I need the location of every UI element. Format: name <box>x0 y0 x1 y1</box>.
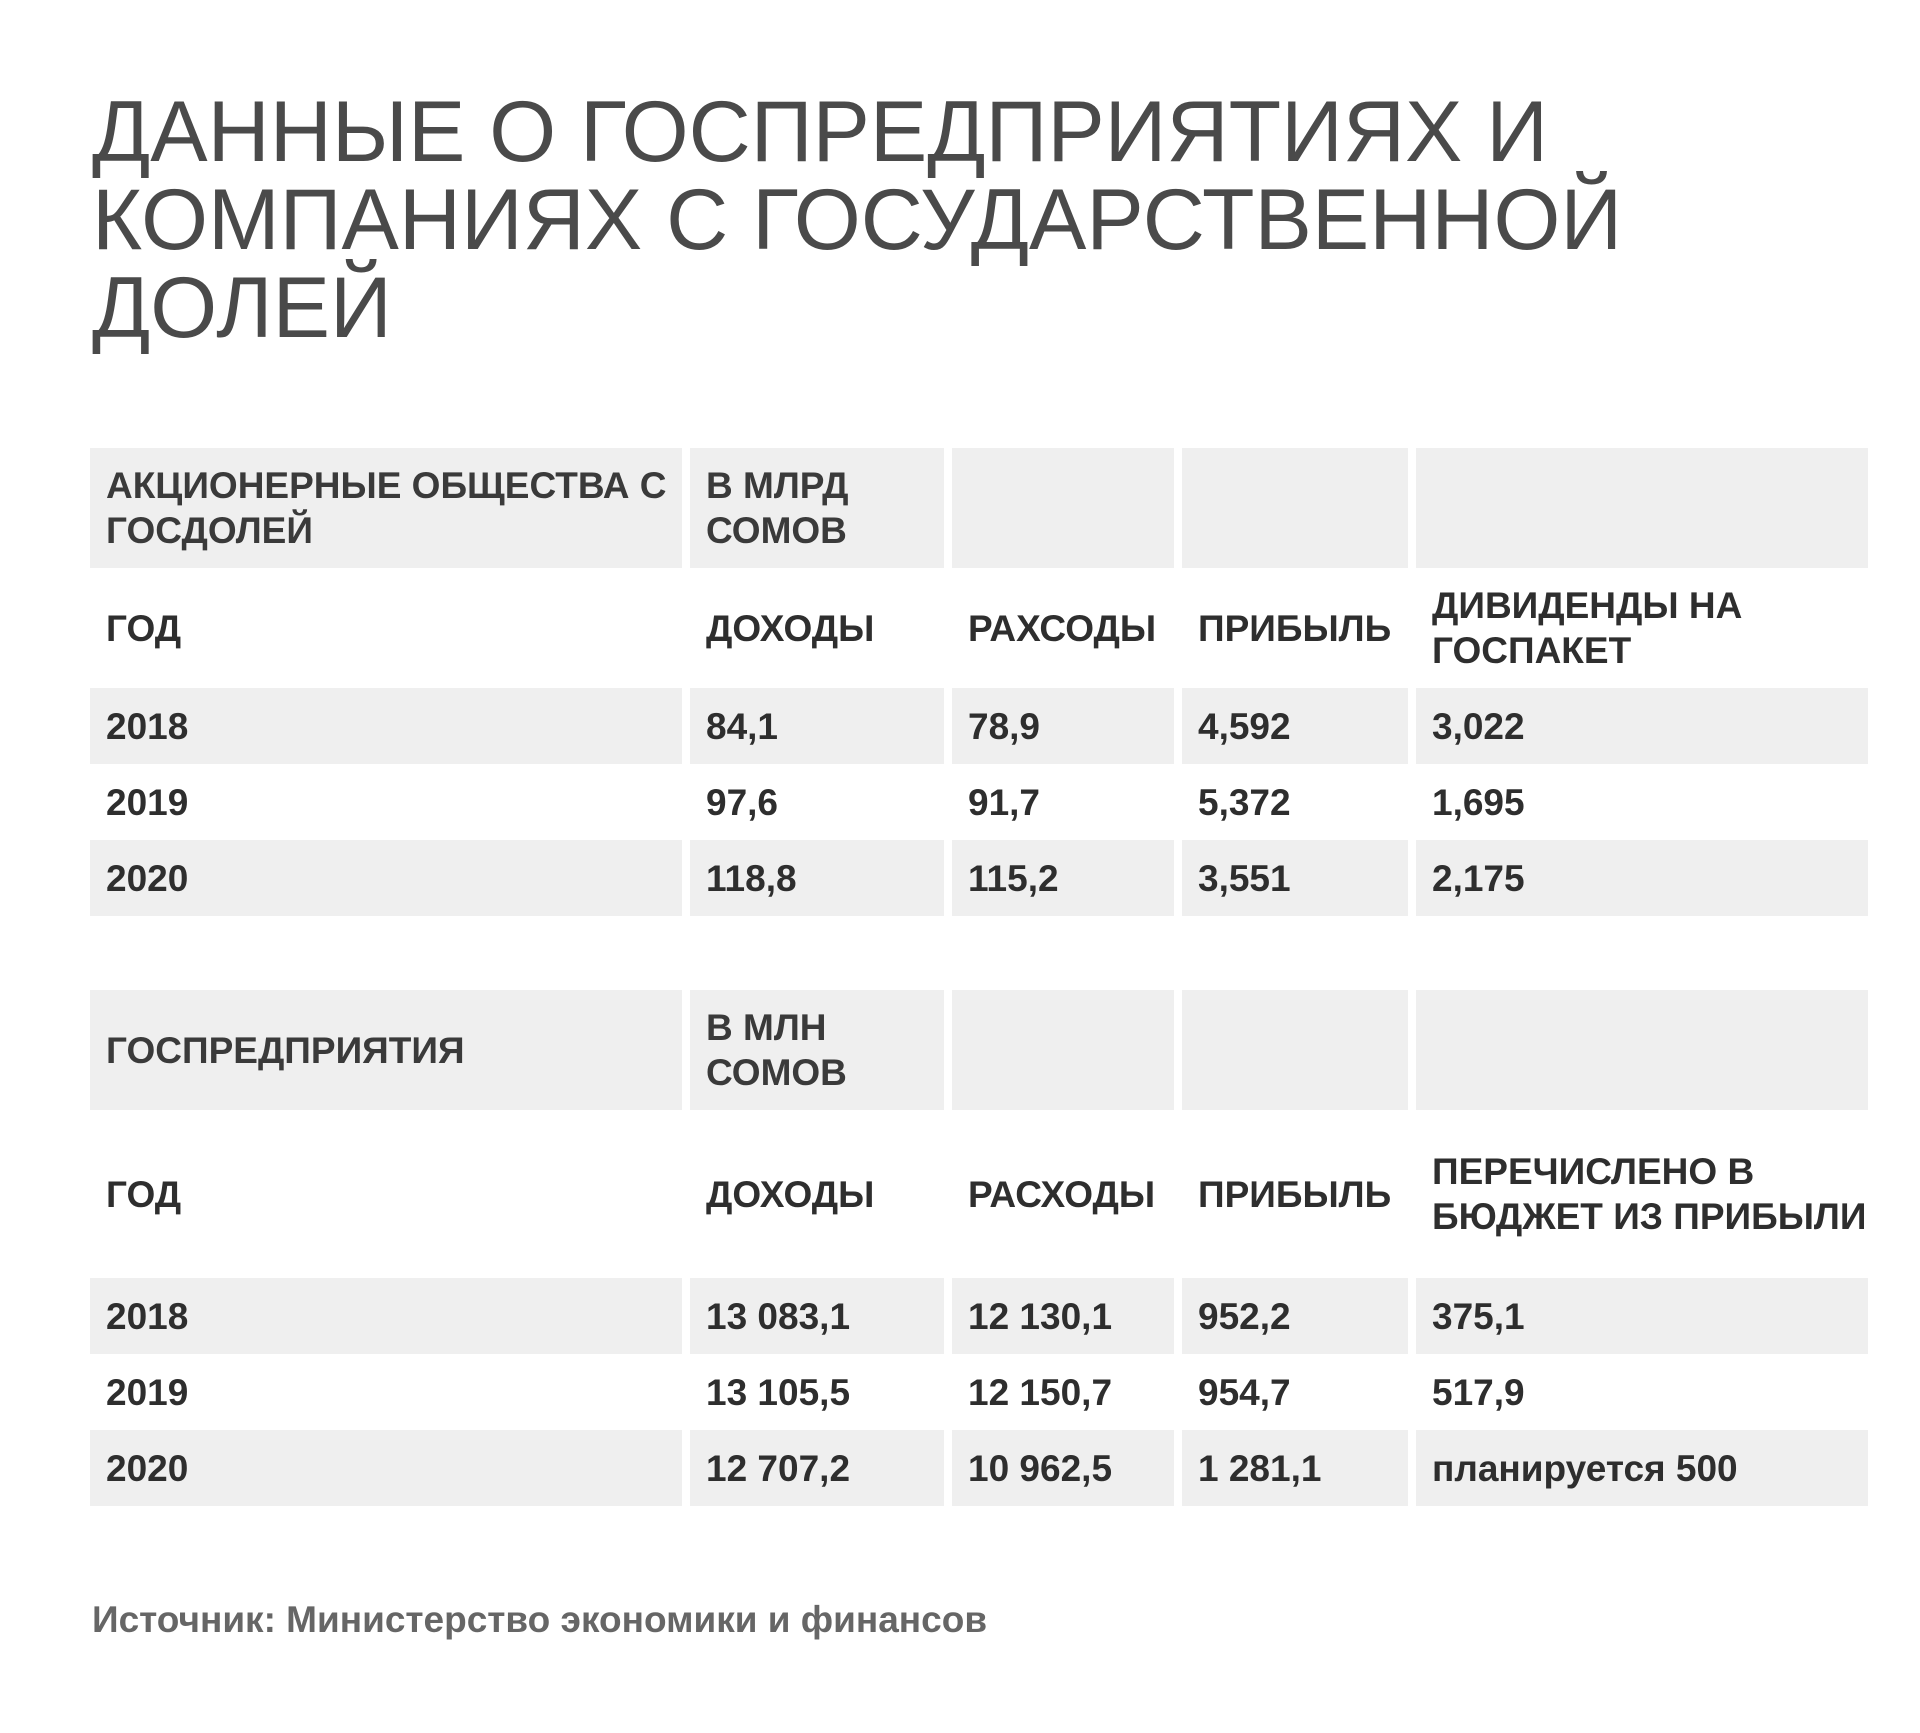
table-meta-row <box>90 448 1868 568</box>
cell-profit: 3,551 <box>1182 840 1408 916</box>
cell-income: 118,8 <box>690 840 944 916</box>
cell-budget-transfer: 375,1 <box>1416 1278 1868 1354</box>
cell-expenses: 12 150,7 <box>968 1371 1113 1413</box>
empty-cell <box>1182 990 1408 1110</box>
cell-expenses: 10 962,5 <box>952 1430 1174 1506</box>
empty-cell <box>1416 990 1868 1110</box>
cell-income: 13 083,1 <box>690 1278 944 1354</box>
table-unit-label: В МЛРД СОМОВ <box>690 448 944 568</box>
table-header-row <box>90 1110 1868 1278</box>
cell-dividends: 1,695 <box>1432 781 1525 823</box>
cell-year: 2018 <box>90 1278 682 1354</box>
table-unit-label: В МЛН СОМОВ <box>690 990 944 1110</box>
cell-expenses: 115,2 <box>952 840 1174 916</box>
source-note: Источник: Министерство экономики и финансов <box>92 1599 988 1640</box>
table-row <box>90 1354 1868 1430</box>
cell-year: 2020 <box>90 840 682 916</box>
cell-year: 2019 <box>106 1371 189 1413</box>
column-header-budget-transfer: ПЕРЕЧИСЛЕНО В БЮДЖЕТ ИЗ ПРИБЫЛИ <box>1432 1151 1867 1237</box>
empty-cell <box>1416 448 1868 568</box>
cell-dividends: 3,022 <box>1416 688 1868 764</box>
cell-profit: 952,2 <box>1182 1278 1408 1354</box>
cell-year: 2018 <box>90 688 682 764</box>
cell-year: 2020 <box>90 1430 682 1506</box>
table-row <box>90 840 1868 916</box>
cell-budget-transfer: планируется 500 <box>1416 1430 1868 1506</box>
cell-profit: 954,7 <box>1198 1371 1291 1413</box>
column-header-profit: ПРИБЫЛЬ <box>1198 1173 1392 1215</box>
cell-income: 84,1 <box>690 688 944 764</box>
column-header-income: ДОХОДЫ <box>706 607 875 649</box>
table-meta-row <box>90 990 1868 1110</box>
cell-dividends: 2,175 <box>1416 840 1868 916</box>
column-header-expenses: РАСХОДЫ <box>968 1173 1156 1215</box>
column-header-profit: ПРИБЫЛЬ <box>1198 607 1392 649</box>
cell-profit: 5,372 <box>1198 781 1291 823</box>
table-group-label: АКЦИОНЕРНЫЕ ОБЩЕСТВА С ГОСДОЛЕЙ <box>90 448 682 568</box>
table-group-label: ГОСПРЕДПРИЯТИЯ <box>90 990 682 1110</box>
cell-income: 97,6 <box>706 781 779 823</box>
cell-income: 13 105,5 <box>706 1371 851 1413</box>
table-row <box>90 1430 1868 1506</box>
table-row <box>90 688 1868 764</box>
page-title: ДАННЫЕ О ГОСПРЕДПРИЯТИЯХ И КОМПАНИЯХ С ГОСУДАРСТВЕННОЙ ДОЛЕЙ <box>92 84 1623 356</box>
column-header-dividends: ДИВИДЕНДЫ НА ГОСПАКЕТ <box>1432 585 1743 671</box>
column-header-year: ГОД <box>106 1173 182 1215</box>
cell-expenses: 78,9 <box>952 688 1174 764</box>
cell-profit: 1 281,1 <box>1182 1430 1408 1506</box>
empty-cell <box>952 990 1174 1110</box>
column-header-expenses: РАХСОДЫ <box>968 607 1157 649</box>
cell-expenses: 12 130,1 <box>952 1278 1174 1354</box>
empty-cell <box>952 448 1174 568</box>
column-header-year: ГОД <box>106 607 182 649</box>
cell-budget-transfer: 517,9 <box>1432 1371 1525 1413</box>
column-header-income: ДОХОДЫ <box>706 1173 875 1215</box>
table-row <box>90 1278 1868 1354</box>
joint-stock-companies-table <box>82 448 1876 916</box>
cell-year: 2019 <box>106 781 189 823</box>
cell-income: 12 707,2 <box>690 1430 944 1506</box>
table-row <box>90 764 1868 840</box>
state-enterprises-table <box>82 990 1876 1506</box>
table-header-row <box>90 568 1868 688</box>
cell-profit: 4,592 <box>1182 688 1408 764</box>
empty-cell <box>1182 448 1408 568</box>
cell-expenses: 91,7 <box>968 781 1041 823</box>
